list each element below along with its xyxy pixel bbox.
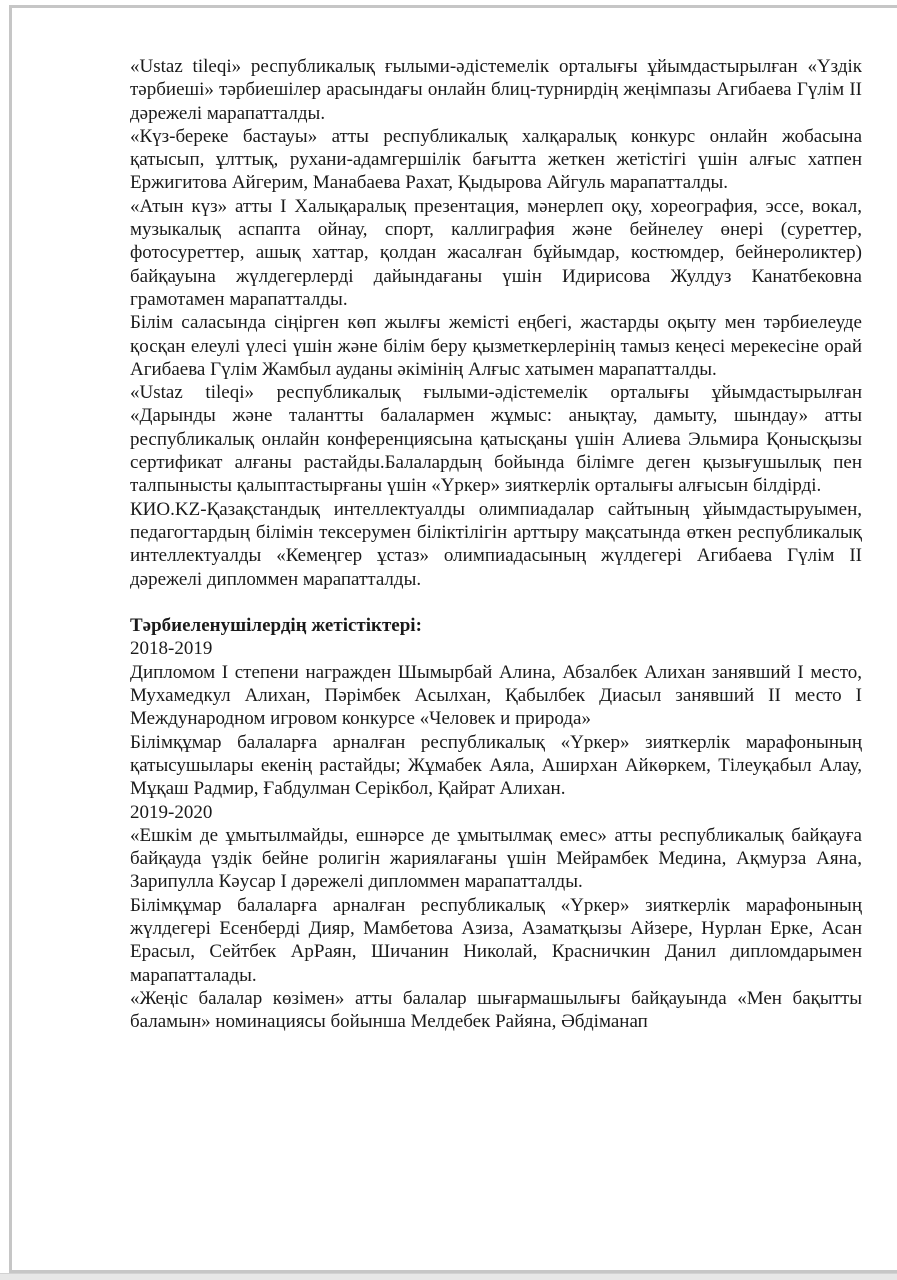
paragraph: «Ешкім де ұмытылмайды, ешнәрсе де ұмытылмақ емес» атты республикалық байқауға байқауда үздік бейне ролигін жариялағаны үшін Мейрамбек Медина, Ақмурза Аяна, Зарипулла Кәусар I дәрежелі дипломмен марапатталды. [130,824,862,893]
paragraph: Білім саласында сіңірген көп жылғы жемісті еңбегі, жастарды оқыту мен тәрбиелеуде қосқан елеулі үлесі үшін және білім беру қызметкерлерінің тамыз кеңесі мерекесіне орай Агибаева Гүлім Жамбыл ауданы әкімінің Алғыс хатымен марапатталды. [130,312,862,380]
paragraph: Білімқұмар балаларға арналған республикалық «Үркер» зияткерлік марафонының қатысушылары екенің растайды; Жұмабек Аяла, Аширхан Айкөркем, Тілеуқабыл Алау, Мұқаш Радмир, Ғабдулман Серікбол, Қайрат Алихан. [130,731,862,800]
paragraph: Білімқұмар балаларға арналған республикалық «Үркер» зияткерлік марафонының жүлдегері Есенберді Дияр, Мамбетова Азиза, Азаматқызы Айзере, Нурлан Ерке, Асан Ерасыл, Сейтбек АрРаян, Шичанин Николай, Красничкин Данил дипломдарымен марапатталады. [130,894,862,986]
paragraph: «Ustaz tileqi» республикалық ғылыми-әдістемелік орталығы ұйымдастырылған «Дарынды және талантты балалармен жұмыс: анықтау, дамыту, шындау» атты республикалық онлайн конференциясына қатысқаны үшін Алиева Эльмира Қонысқызы сертификат алғаны растайды.Балалардың бойында білімге деген қызығушылық пен талпынысты қалыптастырғаны үшін «Үркер» зияткерлік орталығы алғысын білдірді. [130,382,862,497]
paragraph: 2018-2019 [130,638,213,660]
paragraph: КИО.KZ-Қазақстандық интеллектуалды олимпиадалар сайтының ұйымдастыруымен, педагогтардың білімін тексерумен біліктілігін арттыру мақсатында өткен республикалық интеллектуалды «Кемеңгер ұстаз» олимпиадасының жүлдегері Агибаева Гүлім II дәрежелі дипломмен марапатталды. [130,498,862,590]
paragraph: «Атын күз» атты I Халықаралық презентация, мәнерлеп оқу, хореография, эссе, вокал, музыкалық аспапта ойнау, спорт, каллиграфия және бейнелеу өнері (суреттер, фотосуреттер, ашық хаттар, қолдан жасалған бұйымдар, костюмдер, бейнероликтер) байқауына жүлдегерлерді дайындағаны үшін Идирисова Жулдуз Канатбековна грамотамен марапатталды. [130,195,862,310]
paragraph: 2019-2020 [130,801,213,823]
paragraph-spacer [130,591,862,614]
document-page [9,5,897,1273]
paragraph: «Жеңіс балалар көзімен» атты балалар шығармашылығы байқауында «Мен бақытты баламын» номинациясы бойынша Мелдебек Райяна, Әбдіманап [130,987,862,1033]
section-heading: Тәрбиеленушілердің жетістіктері: [130,615,422,637]
paragraph: Дипломом I степени награжден Шымырбай Алина, Абзалбек Алихан занявший I место, Мухамедкул Алихан, Пәрімбек Асылхан, Қабылбек Диасыл занявший II место I Международном игровом конкурсе «Человек и природа» [130,661,862,730]
paragraph: «Күз-береке бастауы» атты республикалық халқаралық конкурс онлайн жобасына қатысып, ұлттық, рухани-адамгершілік бағытта жеткен жетістігі үшін алғыс хатпен Ержигитова Айгерим, Манабаева Рахат, Қыдырова Айгуль марапатталды. [130,125,862,194]
paragraph: «Ustaz tileqi» республикалық ғылыми-әдістемелік орталығы ұйымдастырылған «Үздік тәрбиеші» тәрбиешілер арасындағы онлайн блиц-турнирдің жеңімпазы Агибаева Гүлім II дәрежелі марапатталды. [130,56,862,124]
document-body [130,55,862,1033]
page-gap-divider [0,1273,897,1280]
